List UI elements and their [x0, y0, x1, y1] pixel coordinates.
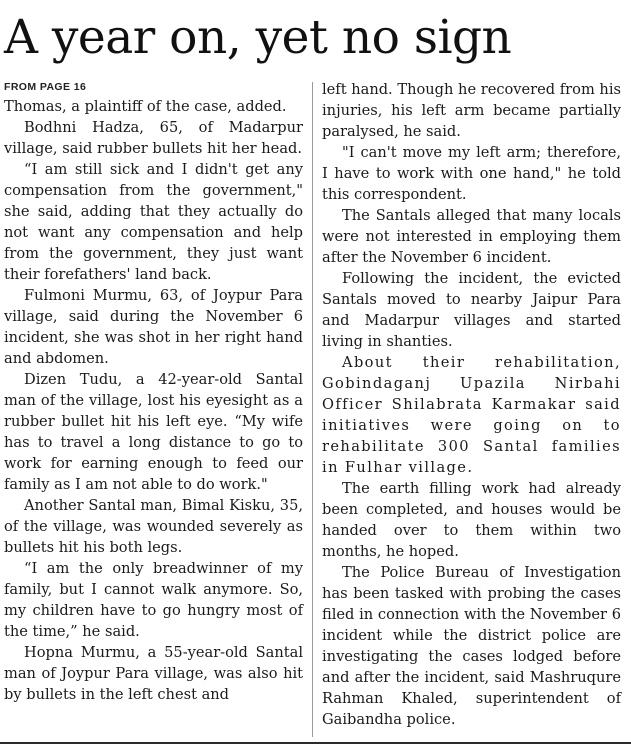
- paragraph: Following the incident, the evicted Santals moved to nearby Jaipur Para and Madarpur villages and started living in shanties.: [322, 270, 621, 350]
- bottom-rule: [0, 742, 631, 744]
- paragraph: About their rehabilitation, Gobindaganj Upazila Nirbahi Officer Shilabrata Karmakar said initiatives were going on to rehabilitate 300 Santal families in Fulhar village.: [322, 354, 621, 476]
- paragraph: Thomas, a plaintiff of the case, added.: [4, 98, 287, 115]
- paragraph: “I am still sick and I didn't get any compensation from the government," she said, adding that they actually do not want any compensation and help from the government, they just want their forefathers' land back.: [4, 161, 303, 283]
- paragraph: Hopna Murmu, a 55-year-old Santal man of Joypur Para village, was also hit by bullets in the left chest and: [4, 644, 303, 703]
- article-column-right: [322, 79, 621, 730]
- article-column-left: [4, 78, 303, 705]
- paragraph: The Santals alleged that many locals were not interested in employing them after the November 6 incident.: [322, 207, 621, 266]
- continuation-kicker: FROM PAGE 16: [4, 81, 87, 93]
- paragraph: "I can't move my left arm; therefore, I have to work with one hand," he told this correspondent.: [322, 144, 621, 203]
- paragraph: Dizen Tudu, a 42-year-old Santal man of the village, lost his eyesight as a rubber bullet hit his left eye. “My wife has to travel a long distance to go to work for earning enough to feed our family as I am not able to do work.": [4, 371, 303, 493]
- paragraph: The earth filling work had already been completed, and houses would be handed over to them within two months, he hoped.: [322, 480, 621, 560]
- paragraph: “I am the only breadwinner of my family, but I cannot walk anymore. So, my children have to go hungry most of the time,” he said.: [4, 560, 303, 640]
- headline: A year on, yet no sign: [4, 10, 512, 65]
- paragraph: The Police Bureau of Investigation has been tasked with probing the cases filed in connection with the November 6 incident while the district police are investigating the cases lodged before and after the incident, said Mashruqure Rahman Khaled, superintendent of Gaibandha police.: [322, 564, 621, 728]
- paragraph: left hand. Though he recovered from his injuries, his left arm became partially paralysed, he said.: [322, 81, 621, 140]
- paragraph: Fulmoni Murmu, 63, of Joypur Para village, said during the November 6 incident, she was shot in her right hand and abdomen.: [4, 287, 303, 367]
- paragraph: Bodhni Hadza, 65, of Madarpur village, said rubber bullets hit her head.: [4, 119, 303, 157]
- column-divider: [312, 82, 313, 737]
- paragraph: Another Santal man, Bimal Kisku, 35, of the village, was wounded severely as bullets hit his both legs.: [4, 497, 303, 556]
